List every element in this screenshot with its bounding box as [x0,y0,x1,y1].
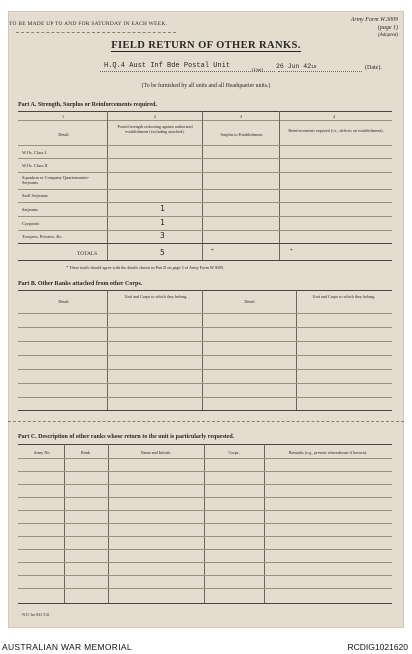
row-label-corporals: Corporals [22,221,40,226]
col-head-reinforcements: Reinforcements required (i.e., deficits on establishment). [288,128,384,133]
part-c-head-corps: Corps. [228,450,240,455]
part-c-row-rule [18,588,392,589]
archive-name: AUSTRALIAN WAR MEMORIAL [2,642,132,652]
totals-label: TOTALS [77,251,98,257]
row-label-troopers: Troopers, Privates, &c. [22,234,63,239]
part-a-vline-1 [107,111,108,261]
page-number: (page 1) [377,24,398,31]
totals-top-rule [18,243,392,244]
date-dotted-line [278,71,362,72]
col-number-3: 3 [240,114,243,119]
part-c-row-rule [18,562,392,563]
archive-id: RCDIG1021620 [347,642,408,652]
col-number-4: 4 [333,114,336,119]
col-head-detail: Detail. [58,132,70,137]
part-a-head-rule [18,145,392,146]
part-a-top-rule [18,111,392,112]
part-b-row-rule [18,383,392,384]
row-rule [18,189,392,190]
part-a-bottom-rule [18,260,392,261]
fold-line [8,421,404,422]
part-b-vline-3 [296,290,297,410]
col-number-2: 2 [154,114,157,119]
army-form-number: Army Form W.3009 [350,17,398,23]
part-b-row-rule [18,369,392,370]
row-rule [18,230,392,231]
part-b-row-rule [18,327,392,328]
top-instruction: TO BE MADE UP TO AND FOR SATURDAY IN EACH WEEK. [9,21,168,27]
date-value [276,63,317,70]
part-c-vline-3 [204,444,205,604]
part-b-head-unit-1: Unit and Corps to which they belong. [124,294,188,299]
part-b-head-detail-1: Detail. [58,299,70,304]
part-a-vline-3 [279,111,280,261]
part-b-head-detail-2: Detail. [244,299,256,304]
date-label: (Date). [365,65,382,71]
form-title [0,40,412,51]
part-a-vline-2 [202,111,203,261]
part-c-row-rule [18,471,392,472]
part-b-top-rule [18,290,392,291]
part-c-head-name: Name and Initials. [140,450,172,455]
part-c-row-rule [18,575,392,576]
unit-dotted-line [100,71,275,72]
part-b-row-rule [18,341,392,342]
col-head-posted: Posted strength reckoning against authorized establishment (excluding attached). [117,124,193,134]
part-c-row-rule [18,510,392,511]
value-troopers: 3 [160,231,165,240]
totals-footnote: * These totals should agree with the details shown in Part D on page 3 of Army Form W.3009. [66,265,224,270]
part-c-head-remarks: Remarks (e.g., present whereabouts if known). [288,450,368,455]
part-c-vline-4 [264,444,265,604]
adopted-label: (Adopted) [378,33,398,38]
col-head-surplus: Surplus to Establishment. [220,132,264,137]
part-b-vline-2 [202,290,203,410]
value-corporals: 1 [160,218,165,227]
furnish-note: (To be furnished by all units and all Headquarter units.) [141,83,271,89]
part-c-row-rule [18,536,392,537]
row-label-cqms: Squadron or Company Quartermaster-Serjeants [22,175,90,185]
part-a-title: Part A. Strength, Surplus or Reinforcements required. [18,102,157,108]
reinforcement-total-mark: * [290,248,293,254]
form-print-number: W.O. 3m 9/41 5/41 [22,613,50,617]
unit-value: H.Q.4 Aust Inf Bde Postal Unit [104,62,231,70]
part-c-head-rank: Rank. [81,450,91,455]
part-c-head-army-no: Army No. [33,450,51,455]
part-b-head-rule [18,313,392,314]
date-century: 19 [311,65,317,70]
col-number-1: 1 [62,114,65,119]
part-c-top-rule [18,444,392,445]
part-c-vline-1 [64,444,65,604]
row-rule [18,216,392,217]
totals-value: 5 [160,248,165,257]
row-label-staff-serjeants: Staff Serjeants [22,193,48,198]
row-rule [18,172,392,173]
part-c-row-rule [18,523,392,524]
row-rule [18,158,392,159]
row-rule [18,202,392,203]
row-label-serjeants: Serjeants [22,207,39,212]
part-c-head-rule [18,458,392,459]
row-label-wo2: W.Os. Class II. [22,163,49,168]
part-c-vline-2 [108,444,109,604]
part-c-row-rule [18,497,392,498]
part-b-bottom-rule [18,410,392,411]
part-c-bottom-rule [18,603,392,604]
part-a-number-rule [18,120,392,121]
part-c-row-rule [18,549,392,550]
row-label-wo1: W.Os. Class I. [22,150,48,155]
date-text: 26 Jun 42 [276,63,312,70]
part-b-row-rule [18,397,392,398]
value-serjeants: 1 [160,204,165,213]
part-c-title: Part C. Description of other ranks whose return to the unit is particularly requested. [18,434,235,440]
part-b-row-rule [18,355,392,356]
form-title-text: FIELD RETURN OF OTHER RANKS. [111,40,301,51]
part-b-head-unit-2: Unit and Corps to which they belong. [312,294,376,299]
part-c-row-rule [18,484,392,485]
part-b-vline-1 [107,290,108,410]
surplus-total-mark: * [211,248,214,254]
unit-label: (Unit) [252,67,263,72]
army-form-label [351,17,398,40]
divider [16,32,176,33]
part-b-title: Part B. Other Ranks attached from other Corps. [18,281,143,287]
